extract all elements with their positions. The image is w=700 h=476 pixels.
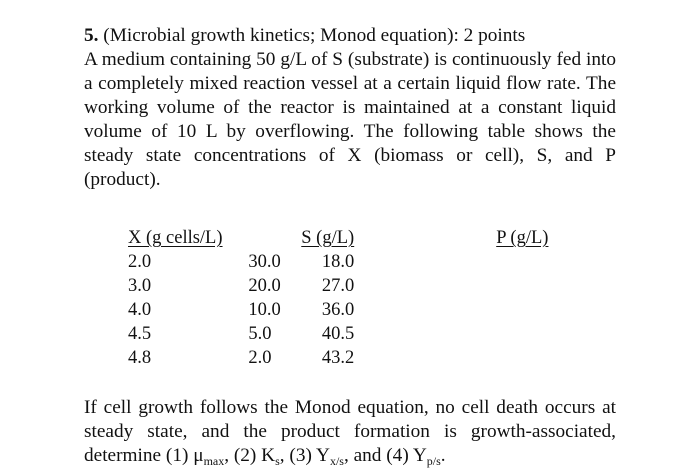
header-p: P (g/L): [496, 228, 549, 248]
cell-s: 2.0: [248, 348, 272, 368]
data-table: [84, 226, 616, 370]
table-row: [84, 274, 616, 298]
table-row: [84, 298, 616, 322]
cell-p: 27.0: [321, 276, 355, 296]
table-row: [84, 322, 616, 346]
table-header-row: [84, 226, 616, 250]
cell-s: 10.0: [248, 300, 281, 320]
cell-p: 18.0: [321, 252, 355, 272]
cell-x: 4.8: [128, 348, 152, 368]
cell-s: 20.0: [248, 276, 281, 296]
table-row: [84, 250, 616, 274]
cell-p: 43.2: [321, 348, 355, 368]
header-s: S (g/L): [301, 228, 355, 248]
cell-s: 5.0: [248, 324, 272, 344]
cell-x: 4.0: [128, 300, 152, 320]
table-row: [84, 346, 616, 370]
cell-x: 2.0: [128, 252, 152, 272]
cell-p: 36.0: [321, 300, 355, 320]
problem-statement: [84, 24, 616, 192]
mu-symbol: μ: [193, 445, 204, 466]
problem-body: A medium containing 50 g/L of S (substrate) is continuously fed into a completely mixed reaction vessel at a certain liquid flow rate. The working volume of the reactor is maintained at a constant liquid volume of 10 L by overflowing. The following table shows the steady state concentrations of X (biomass or cell), S, and P (product).: [84, 49, 616, 190]
cell-s: 30.0: [248, 252, 281, 272]
question-text: If cell growth follows the Monod equation, no cell death occurs at steady state, and the product formation is growth-associated, determine (1) $\mu_{max}$, (2) $K_s$, (3) $Y_{x/s}$, and (4) $Y_{p/s}$.: [84, 397, 616, 468]
document-page: [84, 24, 616, 468]
cell-p: 40.5: [321, 324, 355, 344]
problem-number: 5.: [84, 25, 99, 46]
cell-x: 4.5: [128, 324, 152, 344]
cell-x: 3.0: [128, 276, 152, 296]
problem-heading: (Microbial growth kinetics; Monod equation): 2 points: [98, 25, 526, 46]
header-x: X (g cells/L): [128, 228, 223, 248]
